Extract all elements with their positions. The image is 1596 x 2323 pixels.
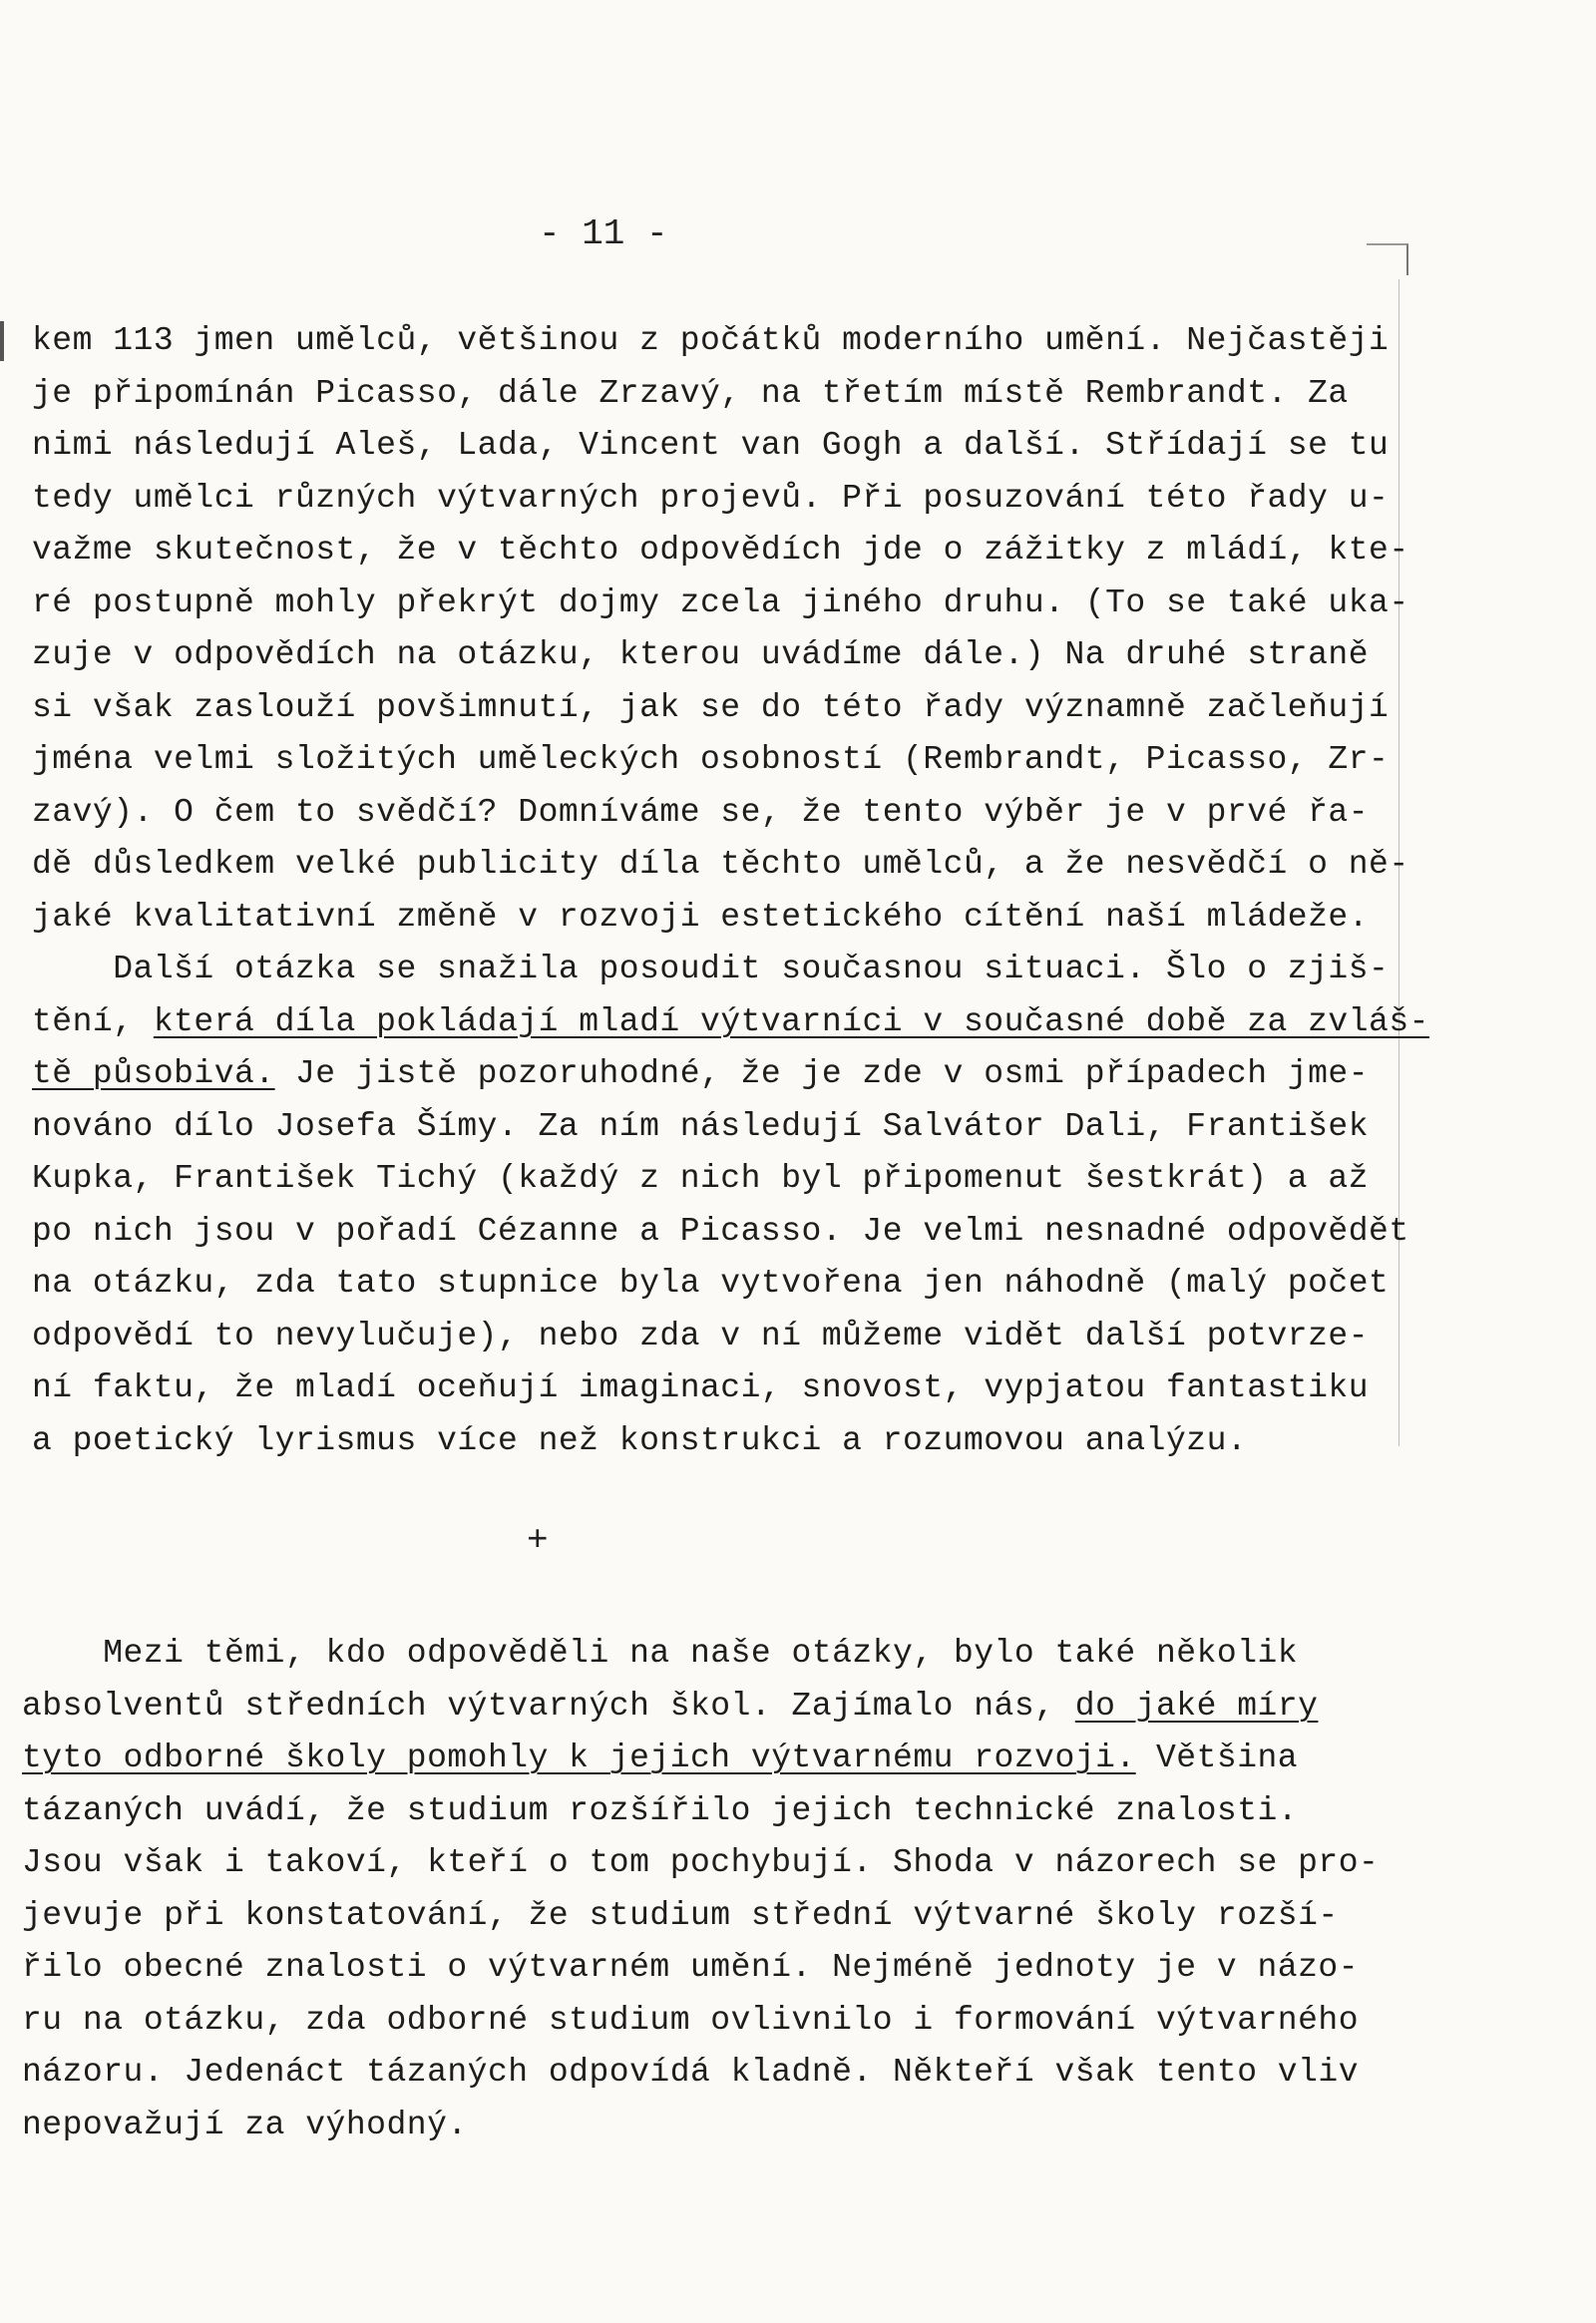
text-line: jména velmi složitých uměleckých osobností (Rembrandt, Picasso, Zr- bbox=[32, 741, 1390, 778]
paragraph-3 bbox=[0, 1628, 1596, 2151]
paragraph-2 bbox=[0, 944, 1596, 1467]
text-line: si však zaslouží povšimnutí, jak se do této řady významně začleňují bbox=[32, 688, 1390, 726]
text-line: nimi následují Aleš, Lada, Vincent van Gogh a další. Střídají se tu bbox=[32, 427, 1390, 464]
corner-bracket-mark bbox=[1367, 243, 1408, 275]
text-line: ní faktu, že mladí oceňují imaginaci, snovost, vypjatou fantastiku bbox=[32, 1369, 1370, 1406]
text-line bbox=[32, 1048, 1596, 1101]
text-line: názoru. Jedenáct tázaných odpovídá kladně. Někteří však tento vliv bbox=[22, 2054, 1360, 2091]
text-line: Jsou však i takoví, kteří o tom pochybují. Shoda v názorech se pro- bbox=[22, 1844, 1380, 1881]
text-line: Další otázka se snažila posoudit současnou situaci. Šlo o zjiš- bbox=[32, 951, 1390, 987]
text-line: je připomínán Picasso, dále Zrzavý, na třetím místě Rembrandt. Za bbox=[32, 374, 1349, 412]
text-line: jaké kvalitativní změně v rozvoji estetického cítění naší mládeže. bbox=[32, 898, 1370, 936]
text-line: jevuje při konstatování, že studium střední výtvarné školy rozší- bbox=[22, 1896, 1339, 1934]
page-number: - 11 - bbox=[539, 213, 668, 254]
text-segment: Je jistě pozoruhodné, že je zde v osmi případech jme- bbox=[274, 1055, 1370, 1092]
text-line: zavý). O čem to svědčí? Domníváme se, že tento výběr je v prvé řa- bbox=[32, 793, 1370, 831]
text-line: Mezi těmi, kdo odpověděli na naše otázky, bylo také několik bbox=[22, 1635, 1299, 1672]
text-line bbox=[22, 1681, 1596, 1734]
text-line: odpovědí to nevylučuje), nebo zda v ní můžeme vidět další potvrze- bbox=[32, 1317, 1370, 1355]
text-line: kem 113 jmen umělců, většinou z počátků moderního umění. Nejčastěji bbox=[32, 322, 1390, 359]
underlined-question: která díla pokládají mladí výtvarníci v současné době za zvláš- bbox=[153, 1002, 1429, 1040]
text-line: tázaných uvádí, že studium rozšířilo jejich technické znalosti. bbox=[22, 1791, 1299, 1829]
underlined-question: tě působivá. bbox=[32, 1055, 275, 1092]
text-line: na otázku, zda tato stupnice byla vytvořena jen náhodně (malý počet bbox=[32, 1265, 1390, 1302]
text-segment: absolventů středních výtvarných škol. Zajímalo nás, bbox=[22, 1687, 1075, 1725]
text-line: tedy umělci různých výtvarných projevů. Při posuzování této řady u- bbox=[32, 479, 1390, 517]
text-segment: tění, bbox=[32, 1002, 154, 1040]
text-line: nepovažují za výhodný. bbox=[22, 2106, 468, 2143]
text-line: nováno dílo Josefa Šímy. Za ním následují Salvátor Dali, František bbox=[32, 1107, 1370, 1145]
text-line: Kupka, František Tichý (každý z nich byl připomenut šestkrát) a až bbox=[32, 1160, 1370, 1197]
text-line: zuje v odpovědích na otázku, kterou uvádíme dále.) Na druhé straně bbox=[32, 636, 1370, 673]
text-line: dě důsledkem velké publicity díla těchto umělců, a že nesvědčí o ně- bbox=[32, 846, 1409, 883]
text-line bbox=[22, 1733, 1596, 1785]
text-line: ré postupně mohly překrýt dojmy zcela jiného druhu. (To se také uka- bbox=[32, 583, 1409, 621]
paragraph-1 bbox=[0, 315, 1596, 944]
text-line: ru na otázku, zda odborné studium ovlivnilo i formování výtvarného bbox=[22, 2001, 1360, 2039]
underlined-question: tyto odborné školy pomohly k jejich výtvarnému rozvoji. bbox=[22, 1740, 1136, 1776]
text-segment: Většina bbox=[1135, 1740, 1299, 1776]
text-line: a poetický lyrismus více než konstrukci a rozumovou analýzu. bbox=[32, 1421, 1248, 1459]
text-line: po nich jsou v pořadí Cézanne a Picasso. Je velmi nesnadné odpovědět bbox=[32, 1212, 1409, 1250]
underlined-question: do jaké míry bbox=[1074, 1687, 1319, 1725]
text-line bbox=[32, 996, 1596, 1049]
section-separator: + bbox=[527, 1520, 549, 1561]
text-line: řilo obecné znalosti o výtvarném umění. Nejméně jednoty je v názo- bbox=[22, 1949, 1360, 1986]
text-line: važme skutečnost, že v těchto odpovědích jde o zážitky z mládí, kte- bbox=[32, 532, 1409, 569]
